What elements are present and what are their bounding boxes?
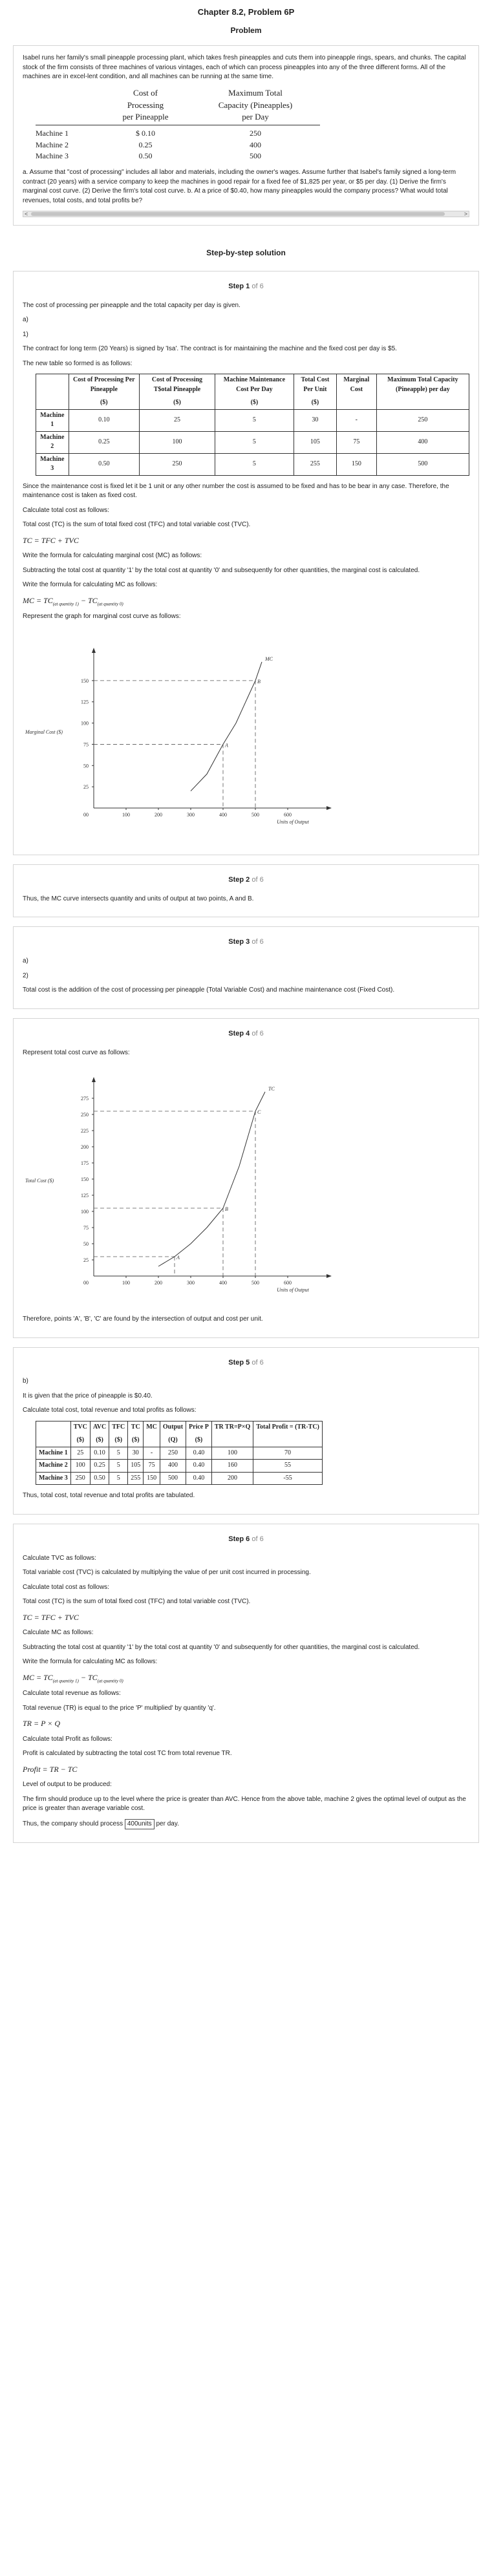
table-header-unit: ($)	[173, 399, 181, 407]
table-cell: 105	[128, 1460, 144, 1473]
table-cell: 0.40	[186, 1460, 212, 1473]
table-row-header: Machine 1	[36, 409, 69, 431]
x-tick-label: 200	[155, 811, 162, 818]
step-5-label: Step 5	[228, 1358, 250, 1367]
step-4-p2: Therefore, points 'A', 'B', 'C' are found by the intersection of output and cost per unit.	[23, 1315, 263, 1323]
y-tick-label: 100	[81, 1209, 89, 1215]
table-cell: 75	[144, 1460, 160, 1473]
table-header-unit: ($)	[311, 399, 319, 407]
step-5-card	[13, 1347, 479, 1515]
table-corner-cell	[36, 374, 69, 410]
table-cell: 0.10	[90, 1447, 109, 1460]
table-header-unit: ($)	[195, 1436, 203, 1444]
problem-machine-name: Machine 1	[36, 129, 69, 138]
table-header-unit: ($)	[96, 1436, 103, 1444]
table-header-label: TFC	[112, 1423, 125, 1431]
table-cell: 150	[144, 1472, 160, 1485]
table-header-cell	[90, 1421, 109, 1447]
y-tick-label: 100	[81, 720, 89, 727]
table-cell: 200	[211, 1472, 253, 1485]
problem-capacity-cell: 500	[250, 151, 261, 161]
table-cell: 0.40	[186, 1472, 212, 1485]
step-6-p10: Calculate total Profit as follows:	[23, 1735, 112, 1743]
table-cell: 400	[376, 431, 469, 453]
table-cell: 70	[253, 1447, 323, 1460]
table-header-unit: ($)	[250, 399, 259, 407]
step-2-header	[23, 875, 469, 886]
problem-table-header	[36, 87, 469, 124]
problem-table-body	[36, 128, 469, 162]
table-header-label: Cost of Processing T$otal Pineapple	[151, 376, 203, 393]
table-cell: 0.50	[90, 1472, 109, 1485]
table-header-label: TC	[131, 1423, 140, 1431]
step-3-p1: Total cost is the addition of the cost of processing per pineapple (Total Variable Cost) and machine maintenance cost (Fixed Cost).	[23, 986, 395, 994]
table-cell: 255	[128, 1472, 144, 1485]
table-cell: 100	[70, 1460, 90, 1473]
point-label: B	[225, 1206, 228, 1212]
point-label: B	[257, 678, 261, 685]
table-header-cell	[144, 1421, 160, 1447]
x-tick-label: 100	[122, 1280, 130, 1286]
problem-col2-line2: Capacity (Pineapples)	[218, 100, 293, 110]
problem-question: a. Assume that "cost of processing" includes all labor and materials, including the owner's wages. Assume further that Isabel's family signed a long-term contract (20 years) with a service company to keep the machines in good repair for a fixed fee of $1,825 per year, or $5 per day. (1) Derive the firm's marginal cost curve. (2) Derive the firm's total cost curve. b. At a price of $0.40, how many pineapples would the company process? What would total revenues, total costs, and total profits be?	[23, 169, 456, 204]
problem-cost-cell: 0.50	[138, 151, 153, 161]
table-cell: 250	[376, 409, 469, 431]
table-row-header: Machine 3	[36, 453, 69, 475]
step-1-p1: The contract for long term (20 Years) is signed by 'Isa'. The contract is for maintaining the machine and the fixed cost per day is $5.	[23, 345, 397, 353]
step-6-p6: Subtracting the total cost at quantity '1' by the total cost at quantity '0' and subsequently for other quantities, the marginal cost is calculated.	[23, 1643, 420, 1651]
table-header-cell	[211, 1421, 253, 1447]
step-6-header	[23, 1535, 469, 1545]
y-axis-arrow-icon	[92, 1077, 96, 1082]
step-6-formula-tc: TC = TFC + TVC	[23, 1612, 79, 1622]
horizontal-scrollbar[interactable]	[23, 211, 469, 217]
cost-table	[36, 374, 469, 476]
step-6-conclusion: Thus, the company should process 400units per day.	[23, 1819, 469, 1830]
step-4-p1: Represent total cost curve as follows:	[23, 1048, 130, 1056]
x-tick-label: 600	[284, 1280, 292, 1286]
x-tick-label: 600	[284, 811, 292, 818]
total-cost-chart	[23, 1063, 475, 1308]
revenue-profit-table	[36, 1421, 323, 1485]
step-6-p13: The firm should produce up to the level where the price is greater than AVC. Hence from the above table, machine 2 gives the optimal level of output as the price is greater than average variable cost.	[23, 1795, 466, 1813]
y-tick-label: 25	[83, 783, 89, 790]
table-cell: 500	[376, 453, 469, 475]
y-tick-label: 150	[81, 677, 89, 684]
step-5-part: b)	[23, 1378, 28, 1385]
x-tick-label: 500	[251, 811, 259, 818]
step-1-p8: Write the formula for calculating MC as follows:	[23, 581, 158, 589]
table-header-unit: ($)	[131, 1436, 140, 1444]
problem-cost-cell: $ 0.10	[136, 129, 155, 138]
problem-table-row	[36, 140, 469, 151]
problem-card	[13, 45, 479, 226]
table-cell: 0.25	[90, 1460, 109, 1473]
table-corner-cell	[36, 1421, 71, 1447]
table-cell: 30	[128, 1447, 144, 1460]
table-cell: 75	[336, 431, 376, 453]
table-header-label: Cost of Processing Per Pineapple	[73, 376, 135, 393]
table-header-cell	[186, 1421, 212, 1447]
problem-table-row	[36, 128, 469, 139]
table-cell: 5	[109, 1460, 128, 1473]
step-6-formula-mc: MC = $TC_{(at quantity 1)} - TC_{(at quantity 0)}$	[23, 1672, 123, 1684]
point-label: A	[176, 1255, 180, 1261]
x-axis-label: Units of Output	[277, 818, 309, 825]
step-2-card	[13, 864, 479, 917]
table-header-unit: (Q)	[168, 1436, 178, 1444]
problem-capacity-cell: 400	[250, 140, 261, 149]
x-tick-label: 200	[155, 1280, 162, 1286]
problem-table-row	[36, 151, 469, 162]
y-tick-label: 25	[83, 1257, 89, 1263]
step-1-p2: The new table so formed is as follows:	[23, 359, 133, 367]
table-header-cell	[70, 1421, 90, 1447]
table-cell: 5	[215, 431, 294, 453]
table-header-cell	[215, 374, 294, 410]
table-header-cell	[128, 1421, 144, 1447]
y-axis-arrow-icon	[92, 648, 96, 653]
step-3-of: of 6	[250, 938, 264, 946]
table-cell: 0.10	[69, 409, 139, 431]
step-1-formula-tc: TC = TFC + TVC	[23, 535, 79, 545]
step-6-p1: Calculate TVC as follows:	[23, 1554, 96, 1562]
step-3-header	[23, 937, 469, 948]
problem-capacity-cell: 250	[250, 129, 261, 138]
step-1-formula-mc: MC = $TC_{(at quantity 1)} - TC_{(at quantity 0)}$	[23, 595, 123, 607]
y-tick-label: 225	[81, 1128, 89, 1134]
table-cell: 250	[160, 1447, 186, 1460]
table-cell: 0.50	[69, 453, 139, 475]
scroll-right-arrow-icon[interactable]: >	[464, 211, 467, 218]
step-6-p12: Level of output to be produced:	[23, 1781, 112, 1789]
table-cell: 105	[294, 431, 336, 453]
step-1-card	[13, 271, 479, 855]
step-4-of: of 6	[250, 1029, 264, 1038]
table-cell: 5	[215, 453, 294, 475]
step-1-of: of 6	[250, 282, 264, 290]
table-row-header: Machine 3	[36, 1472, 71, 1485]
table-header-label: TR TR=P×Q	[214, 1423, 251, 1431]
table-header-cell	[294, 374, 336, 410]
table-row-header: Machine 1	[36, 1447, 71, 1460]
table-row-header: Machine 2	[36, 431, 69, 453]
step-6-label: Step 6	[228, 1535, 250, 1543]
table-row	[36, 1460, 323, 1473]
table-row-header: Machine 2	[36, 1460, 71, 1473]
y-tick-label: 125	[81, 1193, 89, 1198]
table-header-cell	[376, 374, 469, 410]
step-1-intro: The cost of processing per pineapple and the total capacity per day is given.	[23, 301, 241, 309]
table-header-cell	[336, 374, 376, 410]
step-6-p2: Total variable cost (TVC) is calculated by multiplying the value of per unit cost incurred in processing.	[23, 1569, 311, 1577]
y-tick-label: 275	[81, 1096, 89, 1102]
table-header-label: Machine Maintenance Cost Per Day	[223, 376, 286, 393]
table-cell: 255	[294, 453, 336, 475]
y-tick-label: 250	[81, 1112, 89, 1118]
problem-machine-name: Machine 3	[36, 151, 69, 161]
step-1-p9: Represent the graph for marginal cost curve as follows:	[23, 613, 181, 621]
x-tick-label: 100	[122, 811, 130, 818]
step-5-of: of 6	[250, 1358, 264, 1367]
table-row	[36, 1472, 323, 1485]
table-cell: 55	[253, 1460, 323, 1473]
table-header-cell	[140, 374, 215, 410]
table-header-cell	[69, 374, 139, 410]
y-tick-label: 75	[83, 741, 89, 748]
y-tick-label: 150	[81, 1176, 89, 1182]
table-cell: 400	[160, 1460, 186, 1473]
step-1-p7: Subtracting the total cost at quantity '1' by the total cost at quantity '0' and subsequently for other quantities, the marginal cost is calculated.	[23, 566, 420, 574]
x-tick-label: 500	[251, 1280, 259, 1286]
x-axis-label: Units of Output	[277, 1287, 309, 1293]
step-1-sub: 1)	[23, 330, 28, 338]
step-2-p1: Thus, the MC curve intersects quantity and units of output at two points, A and B.	[23, 895, 254, 902]
problem-cost-cell: 0.25	[138, 140, 153, 149]
step-2-label: Step 2	[228, 875, 250, 884]
table-cell: -	[144, 1447, 160, 1460]
x-axis-arrow-icon	[326, 806, 332, 810]
x-tick-label: 400	[219, 811, 227, 818]
table-header-unit: ($)	[114, 1436, 123, 1444]
table-cell: 100	[140, 431, 215, 453]
table-cell: 250	[70, 1472, 90, 1485]
x-axis-arrow-icon	[326, 1274, 332, 1278]
step-5-header	[23, 1358, 469, 1368]
y-tick-label: 75	[83, 1225, 89, 1231]
step-1-header	[23, 282, 469, 292]
problem-col1-line3: per Pineapple	[122, 112, 169, 122]
point-label: A	[225, 742, 228, 749]
table-header-label: MC	[146, 1423, 157, 1431]
curve-label: TC	[268, 1086, 275, 1092]
table-cell: 150	[336, 453, 376, 475]
table-header-row	[36, 374, 469, 410]
table-cell: 0.40	[186, 1447, 212, 1460]
problem-table	[36, 87, 469, 162]
step-6-formula-tr: TR = P × Q	[23, 1719, 60, 1729]
step-3-label: Step 3	[228, 938, 250, 946]
curve-label: MC	[265, 655, 273, 662]
table-header-cell	[160, 1421, 186, 1447]
problem-intro: Isabel runs her family's small pineapple processing plant, which takes fresh pineapples and cuts them into pineapple rings, spears, and chunks. The capital stock of the firm consists of three machines of various vintages, each of which can process pineapples into any of the three different forms. All of the machines are in excel-lent condition, and all machines can be running at the same time.	[23, 54, 466, 81]
step-5-p1: It is given that the price of pineapple is $0.40.	[23, 1392, 153, 1400]
step-1-p6: Write the formula for calculating marginal cost (MC) as follows:	[23, 552, 202, 560]
table-cell: 160	[211, 1460, 253, 1473]
y-tick-label: 200	[81, 1144, 89, 1150]
step-5-p2: Calculate total cost, total revenue and total profits as follows:	[23, 1407, 197, 1414]
x-tick-label: 400	[219, 1280, 227, 1286]
table-row	[36, 1447, 323, 1460]
table-header-label: Maximum Total Capacity (Pineapple) per day	[387, 376, 458, 393]
table-cell: 100	[211, 1447, 253, 1460]
table-row	[36, 409, 469, 431]
final-answer-box: 400units	[125, 1819, 155, 1830]
step-2-of: of 6	[250, 875, 264, 884]
scroll-thumb[interactable]	[31, 212, 445, 216]
table-cell: 500	[160, 1472, 186, 1485]
step-6-card	[13, 1524, 479, 1843]
step-5-p3: Thus, total cost, total revenue and total profits are tabulated.	[23, 1492, 195, 1500]
table-header-label: AVC	[92, 1423, 107, 1431]
problem-machine-name: Machine 2	[36, 140, 69, 149]
table-header-unit: ($)	[76, 1436, 85, 1444]
step-4-header	[23, 1029, 469, 1039]
table-header-row	[36, 1421, 323, 1447]
x-tick-label: 300	[187, 1280, 195, 1286]
y-axis-label: Marginal Cost ($)	[25, 729, 63, 735]
problem-heading: Problem	[230, 25, 262, 35]
step-6-of: of 6	[250, 1535, 264, 1543]
step-6-p5: Calculate MC as follows:	[23, 1629, 94, 1637]
table-cell: 5	[215, 409, 294, 431]
table-header-label: Total Profit = (TR-TC)	[256, 1423, 319, 1431]
y-tick-label: 125	[81, 699, 89, 705]
table-cell: -55	[253, 1472, 323, 1485]
step-3-sub: 2)	[23, 972, 28, 979]
table-header-label: Output	[162, 1423, 184, 1431]
problem-col2-line1: Maximum Total	[228, 87, 283, 98]
table-row	[36, 431, 469, 453]
step-1-p4: Calculate total cost as follows:	[23, 506, 109, 514]
step-4-card	[13, 1018, 479, 1338]
table-header-label: Price P	[189, 1423, 209, 1431]
step-1-p3: Since the maintenance cost is fixed let it be 1 unit or any other number the cost is assumed to be fixed and has to be bear in any case. Therefore, the maintenance cost is taken as fixed cost.	[23, 482, 449, 500]
curve-line	[158, 1092, 265, 1266]
step-1-part: a)	[23, 316, 28, 324]
table-row	[36, 453, 469, 475]
point-label: C	[257, 1109, 261, 1115]
step-4-label: Step 4	[228, 1029, 250, 1038]
scroll-left-arrow-icon[interactable]: <	[25, 211, 28, 218]
table-cell: 250	[140, 453, 215, 475]
step-6-p4: Total cost (TC) is the sum of total fixed cost (TFC) and total variable cost (TVC).	[23, 1598, 251, 1606]
problem-col2-line3: per Day	[242, 112, 269, 122]
table-cell: 30	[294, 409, 336, 431]
marginal-cost-chart	[23, 627, 475, 840]
problem-col1-line2: Processing	[127, 100, 164, 110]
table-cell: 25	[70, 1447, 90, 1460]
curve-line	[191, 662, 262, 791]
table-header-label: TVC	[73, 1423, 87, 1431]
problem-col1-line1: Cost of	[133, 87, 158, 98]
y-tick-label: 50	[83, 1241, 89, 1247]
table-header-cell	[253, 1421, 323, 1447]
x-tick-label: 300	[187, 811, 195, 818]
step-6-p7: Write the formula for calculating MC as follows:	[23, 1658, 158, 1666]
origin-label: 00	[83, 1280, 89, 1286]
table-cell: -	[336, 409, 376, 431]
y-tick-label: 175	[81, 1160, 89, 1166]
step-1-label: Step 1	[228, 282, 250, 290]
table-header-cell	[109, 1421, 128, 1447]
y-axis-label: Total Cost ($)	[25, 1178, 54, 1184]
origin-label: 00	[83, 811, 89, 818]
table-cell: 5	[109, 1472, 128, 1485]
step-6-p11: Profit is calculated by subtracting the total cost TC from total revenue TR.	[23, 1750, 232, 1758]
step-3-card	[13, 926, 479, 1008]
table-header-label: Total Cost Per Unit	[301, 376, 330, 393]
solution-heading: Step-by-step solution	[206, 248, 286, 258]
table-header-label: Marginal Cost	[343, 376, 370, 393]
table-cell: 5	[109, 1447, 128, 1460]
step-6-formula-profit: Profit = TR − TC	[23, 1764, 78, 1774]
step-6-p9: Total revenue (TR) is equal to the price 'P' multiplied' by quantity 'q'.	[23, 1704, 216, 1712]
step-6-p8: Calculate total revenue as follows:	[23, 1690, 121, 1698]
table-header-unit: ($)	[100, 399, 108, 407]
table-cell: 0.25	[69, 431, 139, 453]
table-cell: 25	[140, 409, 215, 431]
step-3-part: a)	[23, 957, 28, 965]
step-1-p5: Total cost (TC) is the sum of total fixed cost (TFC) and total variable cost (TVC).	[23, 521, 251, 529]
y-tick-label: 50	[83, 762, 89, 769]
chapter-title: Chapter 8.2, Problem 6P	[197, 7, 295, 17]
step-6-p3: Calculate total cost as follows:	[23, 1583, 109, 1591]
